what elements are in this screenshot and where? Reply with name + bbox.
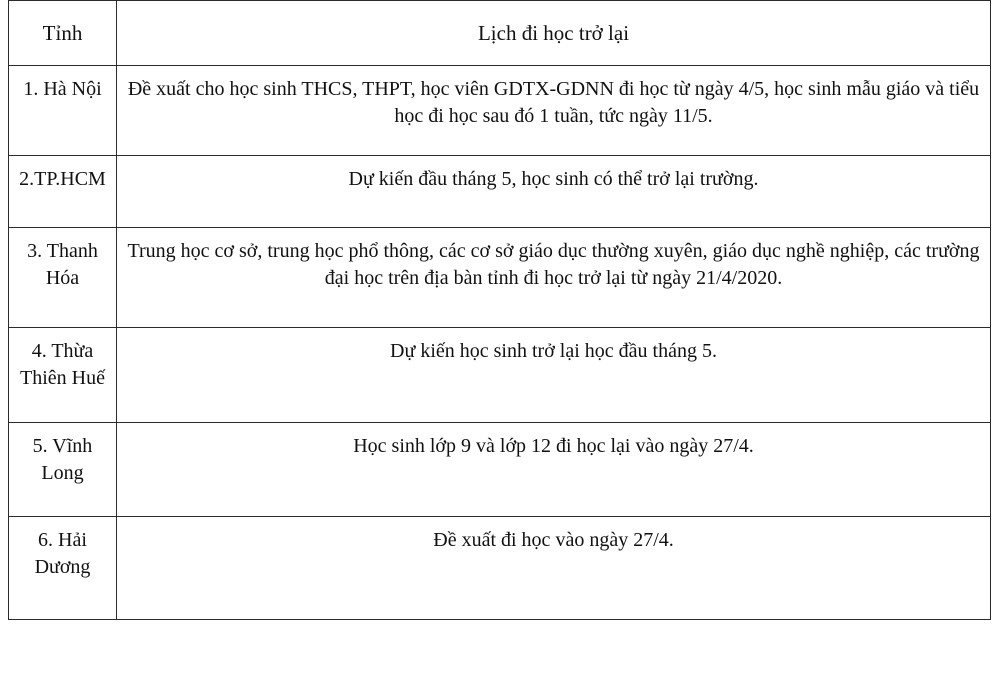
table-row (9, 156, 991, 228)
schedule-cell: Trung học cơ sở, trung học phổ thông, các cơ sở giáo dục thường xuyên, giáo dục nghề nghiệp, các trường đại học trên địa bàn tỉnh đi học trở lại từ ngày 21/4/2020. (117, 228, 991, 328)
province-cell: 3. Thanh Hóa (9, 228, 117, 328)
table-row (9, 517, 991, 620)
table-header-row (9, 1, 991, 66)
schedule-cell: Đề xuất đi học vào ngày 27/4. (117, 517, 991, 620)
province-cell: 2.TP.HCM (9, 156, 117, 228)
column-header-schedule-label: Lịch đi học trở lại (477, 20, 630, 45)
province-cell: 1. Hà Nội (9, 66, 117, 156)
province-cell: 4. Thừa Thiên Huế (9, 328, 117, 423)
column-header-schedule (117, 1, 991, 66)
table-row (9, 328, 991, 423)
province-cell: 5. Vĩnh Long (9, 423, 117, 517)
column-header-province (9, 1, 117, 66)
table-body (9, 66, 991, 620)
schedule-cell: Dự kiến đầu tháng 5, học sinh có thể trở lại trường. (117, 156, 991, 228)
column-header-province-label: Tỉnh (42, 20, 83, 45)
table-header (9, 1, 991, 66)
schedule-cell: Dự kiến học sinh trở lại học đầu tháng 5. (117, 328, 991, 423)
school-reopening-table (8, 0, 991, 620)
schedule-cell: Đề xuất cho học sinh THCS, THPT, học viên GDTX-GDNN đi học từ ngày 4/5, học sinh mẫu giáo và tiểu học đi học sau đó 1 tuần, tức ngày 11/5. (117, 66, 991, 156)
table-row (9, 423, 991, 517)
schedule-cell: Học sinh lớp 9 và lớp 12 đi học lại vào ngày 27/4. (117, 423, 991, 517)
table-row (9, 228, 991, 328)
table-row (9, 66, 991, 156)
province-cell: 6. Hải Dương (9, 517, 117, 620)
